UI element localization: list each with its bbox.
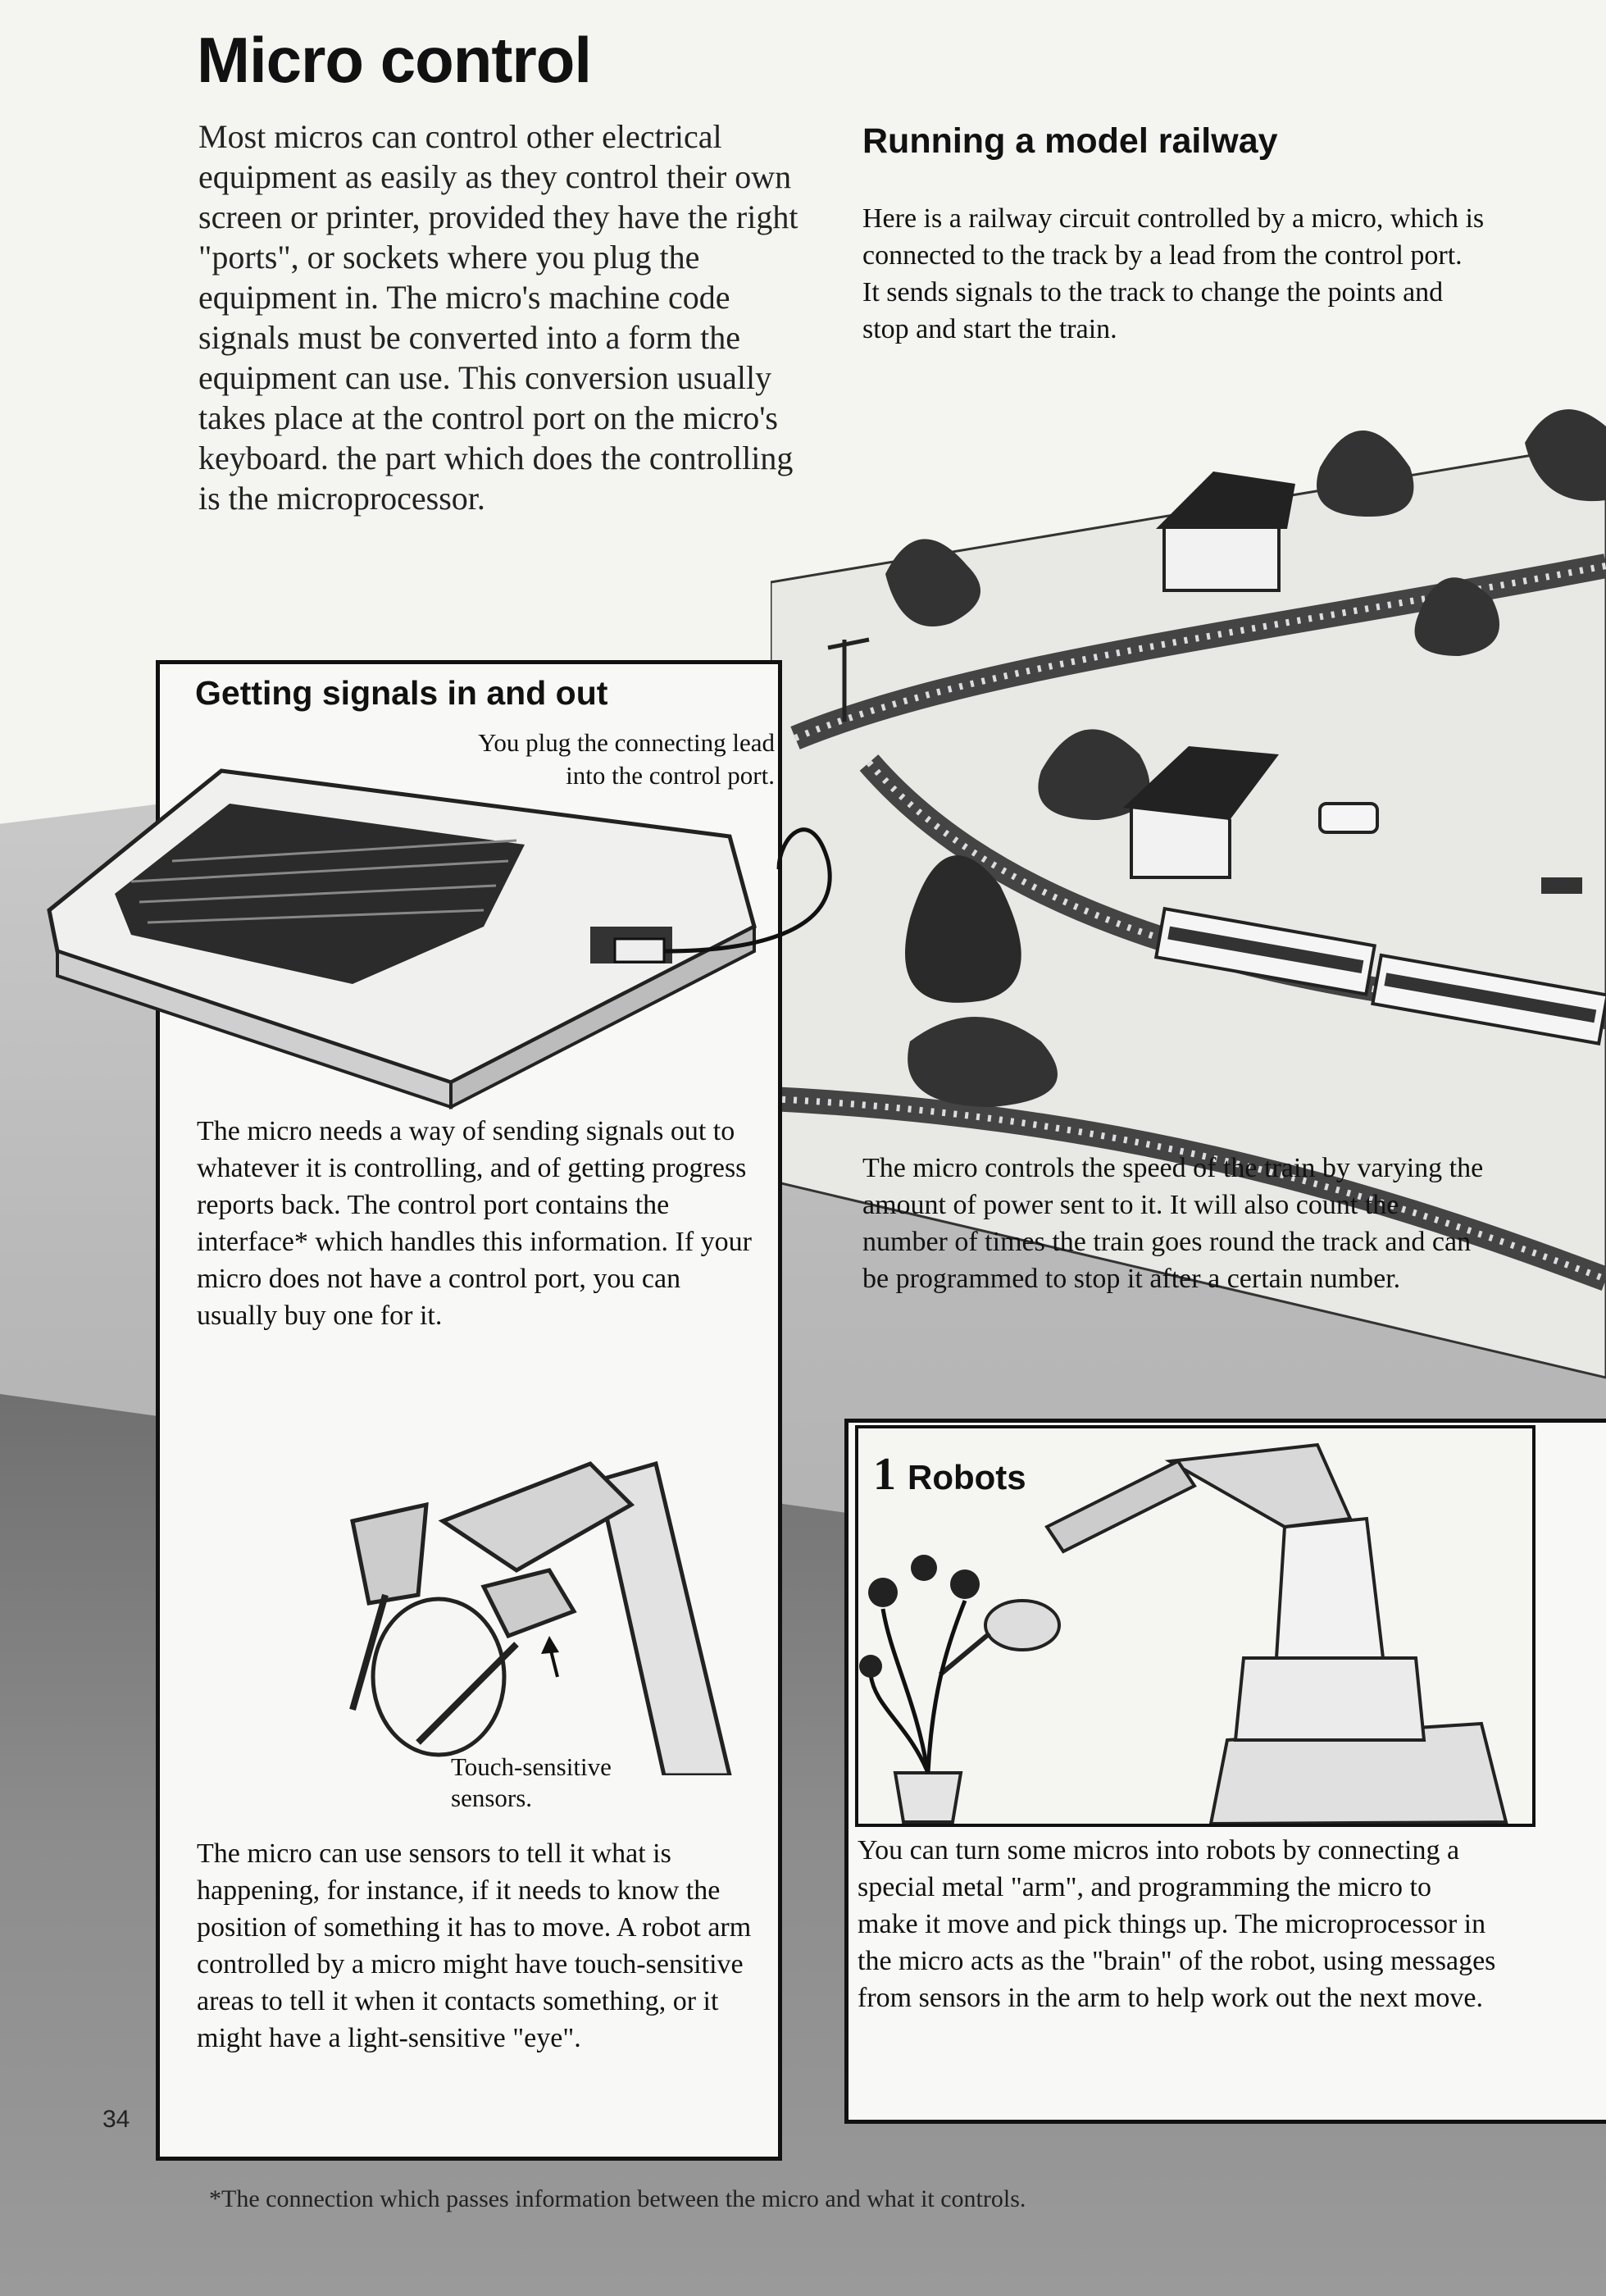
signals-text-2: The micro can use sensors to tell it what is happening, for instance, if it needs to know the position of something it has to move. A robot arm controlled by a micro might have touch-sensitive areas to tell it when it contacts something, or it might have a light-sensitive "eye".: [197, 1838, 752, 2053]
signals-heading: Getting signals in and out: [195, 674, 608, 712]
computer-keyboard-illustration: [25, 738, 844, 1115]
intro-paragraph: Most micros can control other electrical equipment as easily as they control their own screen or printer, provided they have the right "ports", or sockets where you plug the equipment in. The micro's machine code signals must be converted into a form the equipment can use. This conversion usually takes place at the control port on the micro's keyboard. the part which does the controlling is the microprocessor.: [198, 118, 798, 517]
port-caption: You plug the connecting lead into the control port.: [478, 728, 775, 790]
page-title: Micro control: [197, 24, 592, 96]
robots-number: 1: [873, 1449, 896, 1500]
robots-heading-group: [867, 1448, 1033, 1501]
page-number: 34: [102, 2106, 130, 2133]
footnote: *The connection which passes information between the micro and what it controls.: [209, 2185, 1026, 2212]
sensor-caption: Touch-sensitive sensors.: [451, 1752, 612, 1812]
railway-intro-text: Here is a railway circuit controlled by a micro, which is connected to the track by a lead from the control port. It sends signals to the track to change the points and stop and start the train.: [862, 203, 1485, 344]
speed-text: The micro controls the speed of the train by varying the amount of power sent to it. It will also count the number of times the train goes round the track and can be programmed to stop it after a certain number.: [862, 1153, 1484, 1294]
robots-text: You can turn some micros into robots by connecting a special metal "arm", and programming the micro to make it move and pick things up. The microprocessor in the micro acts as the "brain" of the robot, using messages from sensors in the arm to help work out the next move.: [858, 1835, 1496, 2013]
robots-heading: Robots: [908, 1458, 1026, 1496]
robot-gripper-illustration: [303, 1431, 771, 1775]
railway-heading: Running a model railway: [862, 121, 1278, 161]
signals-text-1: The micro needs a way of sending signals out to whatever it is controlling, and of getting progress reports back. The control port contains the interface* which handles this information. If your micro does not have a control port, you can usually buy one for it.: [197, 1116, 752, 1331]
